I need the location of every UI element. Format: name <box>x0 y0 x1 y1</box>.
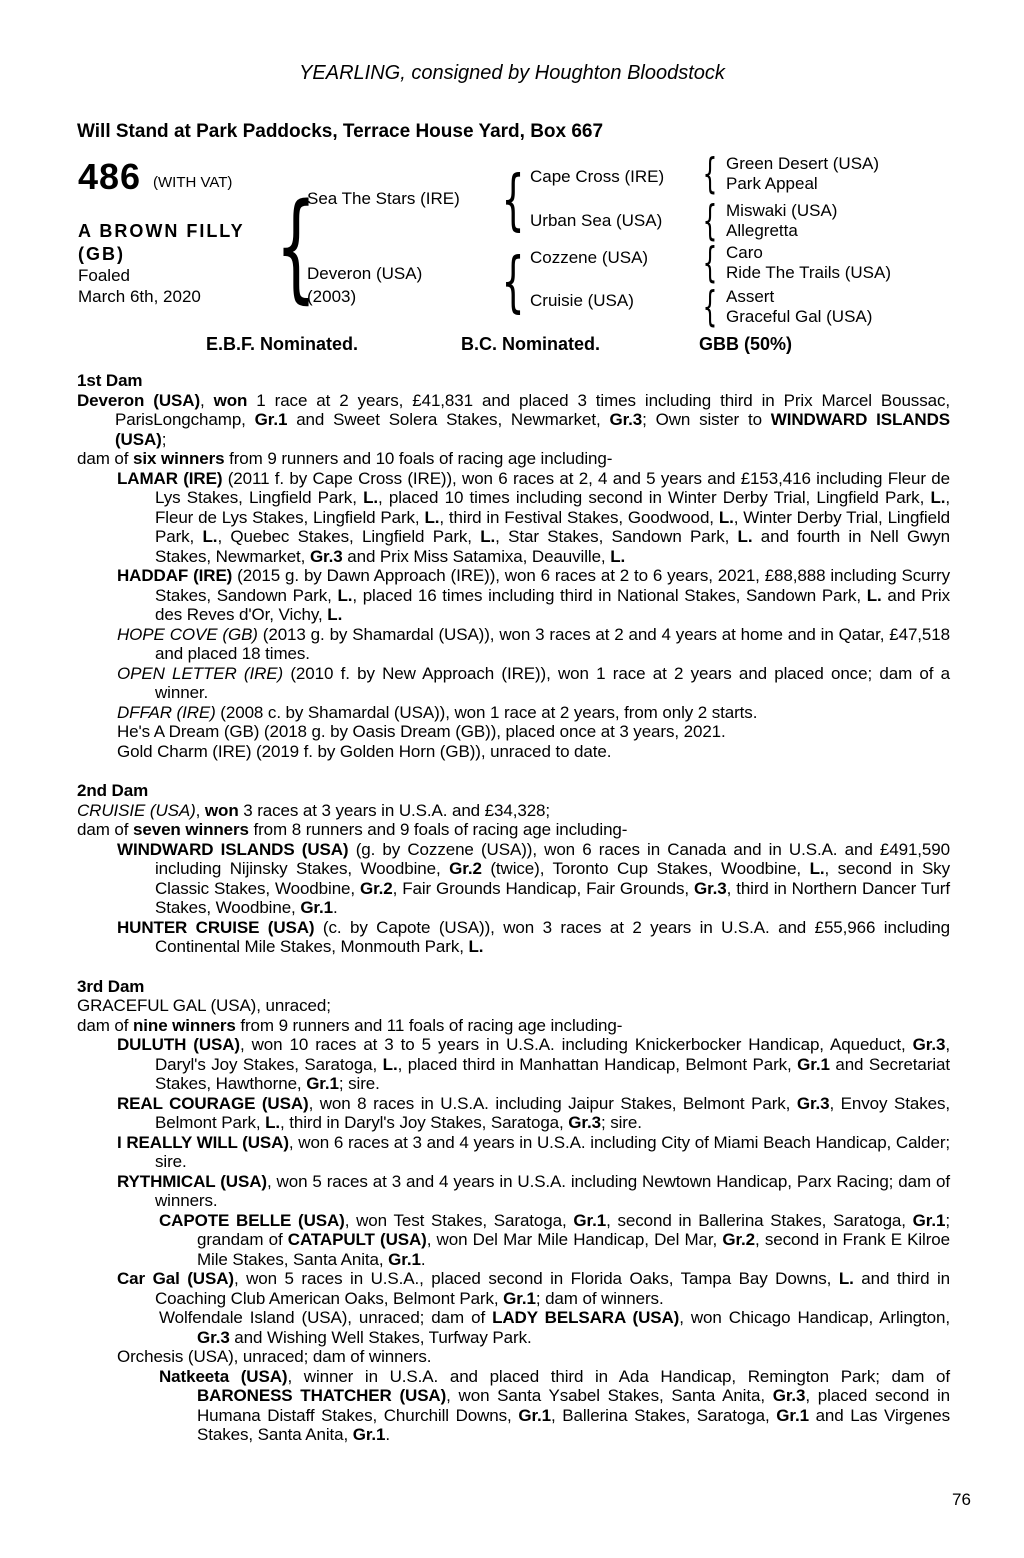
pedigree-note-paragraph: Car Gal (USA), won 5 races in U.S.A., placed second in Florida Oaks, Tampa Bay Downs, L. and third in Coaching Club American Oaks, Belmont Park, Gr.1; dam of winners. <box>117 1269 951 1308</box>
pedigree-note-paragraph: dam of six winners from 9 runners and 10 foals of racing age including- <box>77 449 613 468</box>
pedigree-note-paragraph: dam of seven winners from 8 runners and 9 foals of racing age including- <box>77 820 628 839</box>
foaled-date: March 6th, 2020 <box>78 287 201 306</box>
ebf-nominated-label: E.B.F. Nominated. <box>206 334 359 354</box>
pedigree-note-paragraph: dam of nine winners from 9 runners and 11 foals of racing age including- <box>77 1015 623 1035</box>
pedigree-dam-sire: Cozzene (USA) <box>530 248 649 267</box>
pedigree-sire: Sea The Stars (IRE) <box>307 189 460 208</box>
pedigree-dam: Deveron (USA) <box>307 264 423 283</box>
pedigree-note-paragraph: OPEN LETTER (IRE) (2010 f. by New Approach (IRE)), won 1 race at 2 years and placed once; dam of a winner. <box>117 663 950 702</box>
pedigree-note-paragraph: HOPE COVE (GB) (2013 g. by Shamardal (USA)), won 3 races at 2 and 4 years at home and in Qatar, £47,518 and placed 18 times. <box>117 624 950 663</box>
pedigree-note-paragraph: HADDAF (IRE) (2015 g. by Dawn Approach (IRE)), won 6 races at 2 to 6 years, 2021, £88,888 including Scurry Stakes, Sandown Park, L., placed 16 times including third in National Stakes, Sandown Park, L. and Prix des Reves d'Or, Vichy, L. <box>117 566 950 624</box>
pedigree-great-grandparent: Ride The Trails (USA) <box>726 263 892 282</box>
page-title: YEARLING, consigned by Houghton Bloodstock <box>299 62 725 84</box>
pedigree-note-paragraph: Deveron (USA), won 1 race at 2 years, £41,831 and placed 3 times including third in Prix Marcel Boussac, ParisLongchamp, Gr.1 and Sweet Solera Stakes, Newmarket, Gr.3; Own sister to WINDWARD ISLANDS (USA); <box>77 390 951 449</box>
dam-section-heading: 1st Dam <box>77 371 143 390</box>
pedigree-note-paragraph: WINDWARD ISLANDS (USA) (g. by Cozzene (USA)), won 6 races in Canada and in U.S.A. and £491,590 including Nijinsky Stakes, Woodbine, Gr.2 (twice), Toronto Cup Stakes, Woodbine, L., second in Sky Classic Stakes, Woodbine, Gr.2, Fair Grounds Handicap, Fair Grounds, Gr.3, third in Northern Dancer Turf Stakes, Woodbine, Gr.1. <box>117 839 950 917</box>
pedigree-brace: { <box>702 282 718 331</box>
pedigree-dam-dam: Cruisie (USA) <box>530 291 634 310</box>
pedigree-note-paragraph: He's A Dream (GB) (2018 g. by Oasis Dream (GB)), placed once at 3 years, 2021. <box>117 722 726 741</box>
pedigree-note-paragraph: DFFAR (IRE) (2008 c. by Shamardal (USA)), won 1 race at 2 years, from only 2 starts. <box>117 702 758 722</box>
pedigree-note-paragraph: HUNTER CRUISE (USA) (c. by Capote (USA)), won 3 races at 2 years in U.S.A. and £55,966 including Continental Mile Stakes, Monmouth Park, L. <box>117 917 951 956</box>
horse-name-line1: A BROWN FILLY <box>78 221 245 241</box>
pedigree-note-paragraph: Orchesis (USA), unraced; dam of winners. <box>117 1347 432 1366</box>
pedigree-great-grandparent: Caro <box>726 243 763 262</box>
gbb-label: GBB (50%) <box>699 334 793 354</box>
pedigree-great-grandparent: Graceful Gal (USA) <box>726 307 873 326</box>
horse-name-line2: (GB) <box>78 244 125 264</box>
pedigree-note-paragraph: Natkeeta (USA), winner in U.S.A. and placed third in Ada Handicap, Remington Park; dam of BARONESS THATCHER (USA), won Santa Ysabel Stakes, Santa Anita, Gr.3, placed second in Humana Distaff Stakes, Churchill Downs, Gr.1, Ballerina Stakes, Saratoga, Gr.1 and Las Virgenes Stakes, Santa Anita, Gr.1. <box>159 1366 951 1444</box>
pedigree-sire-sire: Cape Cross (IRE) <box>530 167 665 186</box>
pedigree-note-paragraph: Gold Charm (IRE) (2019 f. by Golden Horn (GB)), unraced to date. <box>117 741 612 761</box>
pedigree-brace: { <box>275 177 317 315</box>
page-number: 76 <box>952 1490 971 1509</box>
pedigree-note-paragraph: CAPOTE BELLE (USA), won Test Stakes, Saratoga, Gr.1, second in Ballerina Stakes, Saratoga, Gr.1; grandam of CATAPULT (USA), won Del Mar Mile Handicap, Del Mar, Gr.2, second in Frank E Kilroe Mile Stakes, Santa Anita, Gr.1. <box>159 1210 950 1269</box>
pedigree-brace: { <box>501 243 525 320</box>
foaled-label: Foaled <box>78 266 130 285</box>
pedigree-note-paragraph: REAL COURAGE (USA), won 8 races in U.S.A. including Jaipur Stakes, Belmont Park, Gr.3, Envoy Stakes, Belmont Park, L., third in Daryl's Joy Stakes, Saratoga, Gr.3; sire. <box>117 1093 950 1132</box>
pedigree-great-grandparent: Miswaki (USA) <box>726 201 838 220</box>
pedigree-great-grandparent: Green Desert (USA) <box>726 154 880 173</box>
pedigree-note-paragraph: CRUISIE (USA), won 3 races at 3 years in U.S.A. and £34,328; <box>77 800 551 820</box>
pedigree-note-paragraph: DULUTH (USA), won 10 races at 3 to 5 years in U.S.A. including Knickerbocker Handicap, Aqueduct, Gr.3, Daryl's Joy Stakes, Saratoga, L., placed third in Manhattan Handicap, Belmont Park, Gr.1 and Secretariat Stakes, Hawthorne, Gr.1; sire. <box>117 1035 950 1093</box>
pedigree-brace: { <box>702 238 718 287</box>
dam-sections <box>77 371 950 1445</box>
stand-location-line: Will Stand at Park Paddocks, Terrace House Yard, Box 667 <box>77 121 604 142</box>
dam-section-heading: 3rd Dam <box>77 976 145 996</box>
vat-note: (WITH VAT) <box>153 174 233 191</box>
pedigree-note-paragraph: Wolfendale Island (USA), unraced; dam of LADY BELSARA (USA), won Chicago Handicap, Arlington, Gr.3 and Wishing Well Stakes, Turfway Park. <box>159 1308 950 1347</box>
bc-nominated-label: B.C. Nominated. <box>461 334 601 354</box>
pedigree-dam-year: (2003) <box>307 287 357 306</box>
pedigree-note-paragraph: GRACEFUL GAL (USA), unraced; <box>77 996 331 1015</box>
pedigree-brace: { <box>501 161 525 238</box>
pedigree-note-paragraph: LAMAR (IRE) (2011 f. by Cape Cross (IRE)), won 6 races at 2, 4 and 5 years and £153,416 including Fleur de Lys Stakes, Lingfield Park, L., placed 10 times including second in Winter Derby Trial, Lingfield Park, L., Fleur de Lys Stakes, Lingfield Park, L., third in Festival Stakes, Goodwood, L., Winter Derby Trial, Lingfield Park, L., Quebec Stakes, Lingfield Park, L., Star Stakes, Sandown Park, L. and fourth in Nell Gwyn Stakes, Newmarket, Gr.3 and Prix Miss Satamixa, Deauville, L. <box>117 468 950 566</box>
pedigree-brace: { <box>702 196 718 245</box>
pedigree-great-grandparent: Allegretta <box>726 221 798 240</box>
dam-section-heading: 2nd Dam <box>77 781 149 800</box>
pedigree-brace: { <box>702 149 718 198</box>
pedigree-sire-dam: Urban Sea (USA) <box>530 211 663 230</box>
pedigree-note-paragraph: I REALLY WILL (USA), won 6 races at 3 and 4 years in U.S.A. including City of Miami Beach Handicap, Calder; sire. <box>117 1132 951 1171</box>
lot-number: 486 <box>78 156 142 197</box>
pedigree-note-paragraph: RYTHMICAL (USA), won 5 races at 3 and 4 years in U.S.A. including Newtown Handicap, Parx Racing; dam of winners. <box>117 1171 950 1210</box>
pedigree-great-grandparent: Park Appeal <box>726 174 818 193</box>
pedigree-great-grandparent: Assert <box>726 287 775 306</box>
